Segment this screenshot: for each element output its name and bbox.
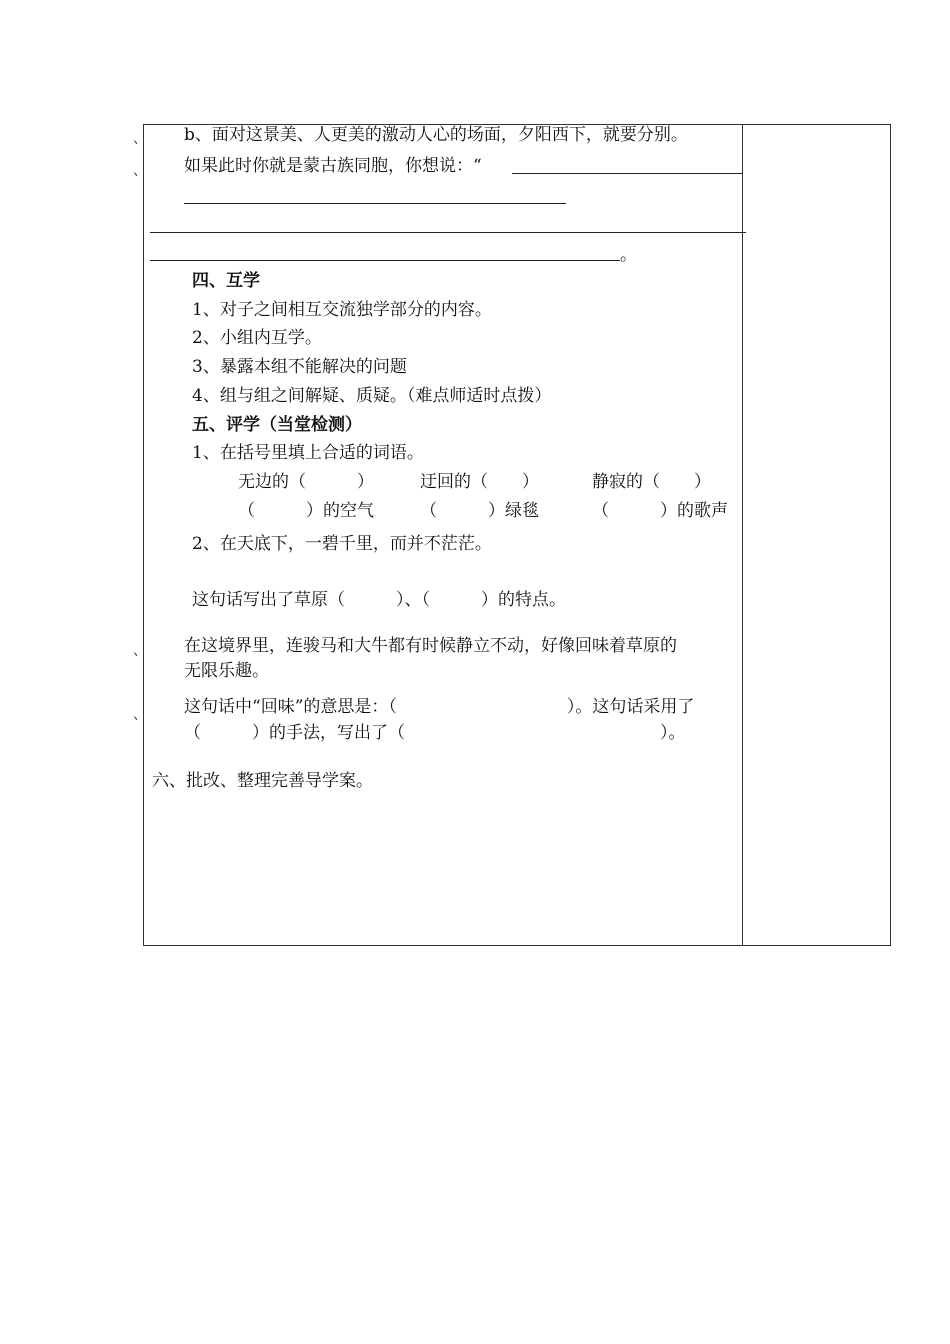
fill-blank-item: 无边的（ ） [238, 472, 374, 492]
if-line: 如果此时你就是蒙古族同胞，你想说：“ [184, 156, 482, 176]
fill-blank-item: （ ）的空气 [238, 501, 374, 521]
question-2-answer: 这句话写出了草原（ ）、（ ）的特点。 [192, 590, 566, 610]
answer-blank-line [512, 173, 742, 174]
section4-item: 3、暴露本组不能解决的问题 [192, 357, 407, 377]
margin-mark: 、 [133, 163, 147, 179]
section4-heading: 四、互学 [192, 271, 260, 291]
answer-blank-line [150, 260, 620, 261]
fill-blank-item: （ ）的歌声 [592, 501, 728, 521]
question-1: 1、在括号里填上合适的词语。 [192, 443, 424, 463]
question-3-answer: （ ）的手法，写出了（ ）。 [184, 723, 686, 743]
b-line: b、面对这景美、人更美的激动人心的场面，夕阳西下，就要分别。 [184, 125, 688, 145]
answer-blank-line [184, 203, 566, 204]
section4-item: 4、组与组之间解疑、质疑。（难点师适时点拨） [192, 386, 552, 406]
section4-item: 1、对子之间相互交流独学部分的内容。 [192, 300, 492, 320]
question-3-line: 无限乐趣。 [184, 661, 269, 681]
fill-blank-item: 迂回的（ ） [420, 472, 539, 492]
margin-mark: 、 [133, 707, 147, 723]
section5-heading: 五、评学（当堂检测） [192, 415, 362, 435]
question-2: 2、在天底下，一碧千里，而并不茫茫。 [192, 534, 492, 554]
question-3-line: 在这境界里，连骏马和大牛都有时候静立不动，好像回味着草原的 [184, 636, 677, 656]
right-column-divider [742, 124, 743, 946]
question-3-answer: 这句话中“回味”的意思是：（ ）。这句话采用了 [184, 697, 695, 717]
answer-blank-line [150, 232, 746, 233]
fill-blank-item: 静寂的（ ） [592, 472, 711, 492]
section4-item: 2、小组内互学。 [192, 328, 322, 348]
section6-heading: 六、批改、整理完善导学案。 [152, 771, 373, 791]
margin-mark: 、 [133, 131, 147, 147]
end-period: 。 [620, 245, 637, 265]
margin-mark: 、 [133, 643, 147, 659]
fill-blank-item: （ ）绿毯 [420, 501, 539, 521]
